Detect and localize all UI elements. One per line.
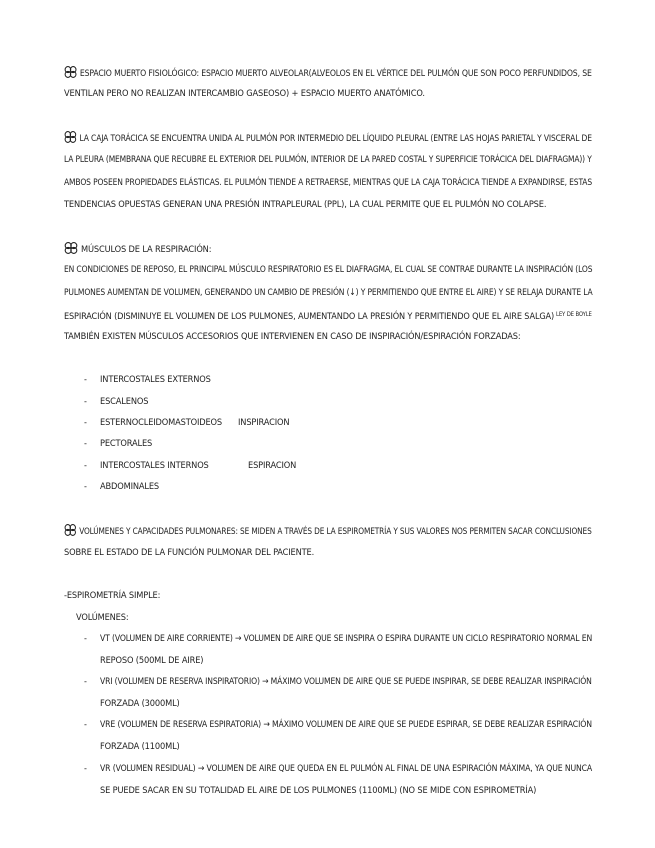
paragraph-line: SOBRE EL ESTADO DE LA FUNCIÓN PULMONAR DEL PACIENTE. bbox=[64, 547, 315, 558]
boyle-note: LEY DE BOYLE bbox=[556, 311, 592, 318]
paragraph-line: VOLÚMENES Y CAPACIDADES PULMONARES: SE MIDEN A TRAVÉS DE LA ESPIROMETRÍA Y SUS VALORES NOS PERMITEN SACAR CONCLUSIONES bbox=[64, 524, 592, 538]
paragraph-line: ESPACIO MUERTO FISIOLÓGICO: ESPACIO MUERTO ALVEOLAR(ALVEOLOS EN EL VÉRTICE DEL PULMÓN QUE SON POCO PERFUNDIDOS, SE bbox=[64, 66, 592, 80]
section-heading: -ESPIROMETRÍA SIMPLE: bbox=[64, 590, 161, 601]
list-item: INTERCOSTALES EXTERNOS bbox=[100, 374, 211, 385]
list-dash: - bbox=[84, 720, 87, 730]
section-heading: MÚSCULOS DE LA RESPIRACIÓN: bbox=[64, 242, 211, 256]
list-item: PECTORALES bbox=[100, 438, 153, 449]
list-item: VRI (VOLUMEN DE RESERVA INSPIRATORIO) → MÁXIMO VOLUMEN DE AIRE QUE SE PUEDE INSPIRAR, SE DEBE REALIZAR INSPIRACIÓN bbox=[100, 676, 592, 687]
paragraph-line: ESPIRACIÓN (DISMINUYE EL VOLUMEN DE LOS PULMONES, AUMENTANDO LA PRESIÓN Y PERMITIENDO QUE EL AIRE SALGA) $^{LEY DE BOYLE}$ bbox=[64, 311, 592, 322]
list-item-continuation: SE PUEDE SACAR EN SU TOTALIDAD EL AIRE DE LOS PULMONES (1100ML) (NO SE MIDE CON ESPIROMETRÍA) bbox=[100, 785, 537, 796]
paragraph-line: LA CAJA TORÁCICA SE ENCUENTRA UNIDA AL PULMÓN POR INTERMEDIO DEL LÍQUIDO PLEURAL (ENTRE LAS HOJAS PARIETAL Y VISCERAL DE bbox=[64, 131, 592, 145]
flower-bullet-icon bbox=[64, 66, 77, 78]
list-item-continuation: FORZADA (3000ML) bbox=[100, 698, 180, 709]
list-item: ESTERNOCLEIDOMASTOIDEOS bbox=[100, 417, 222, 428]
subheading: VOLÚMENES: bbox=[76, 612, 129, 623]
list-dash: - bbox=[84, 677, 87, 687]
list-dash: - bbox=[84, 439, 87, 449]
flower-bullet-icon bbox=[64, 131, 77, 143]
paragraph-line: EN CONDICIONES DE REPOSO, EL PRINCIPAL MÚSCULO RESPIRATORIO ES EL DIAFRAGMA, EL CUAL SE CONTRAE DURANTE LA INSPIRACIÓN (LOS bbox=[64, 264, 593, 275]
list-dash: - bbox=[84, 397, 87, 407]
list-dash: - bbox=[84, 764, 87, 774]
list-dash: - bbox=[84, 482, 87, 492]
paragraph-line: AMBOS POSEEN PROPIEDADES ELÁSTICAS. EL PULMÓN TIENDE A RETRAERSE, MIENTRAS QUE LA CAJA TORÁCICA TIENDE A EXPANDIRSE, ESTAS bbox=[64, 177, 592, 188]
paragraph-line: VENTILAN PERO NO REALIZAN INTERCAMBIO GASEOSO) + ESPACIO MUERTO ANATÓMICO. bbox=[64, 88, 425, 99]
list-dash: - bbox=[84, 634, 87, 644]
list-item-continuation: FORZADA (1100ML) bbox=[100, 741, 180, 752]
list-item: VR (VOLUMEN RESIDUAL) → VOLUMEN DE AIRE QUE QUEDA EN EL PULMÓN AL FINAL DE UNA ESPIRACIÓN MÁXIMA, YA QUE NUNCA bbox=[100, 763, 593, 774]
list-dash: - bbox=[84, 418, 87, 428]
paragraph-line: TAMBIÉN EXISTEN MÚSCULOS ACCESORIOS QUE INTERVIENEN EN CASO DE INSPIRACIÓN/ESPIRACIÓN FORZADAS: bbox=[64, 331, 521, 342]
list-item: INTERCOSTALES INTERNOS bbox=[100, 460, 209, 471]
flower-bullet-icon bbox=[64, 242, 78, 254]
list-item: VRE (VOLUMEN DE RESERVA ESPIRATORIA) → MÁXIMO VOLUMEN DE AIRE QUE SE PUEDE ESPIRAR, SE DEBE REALIZAR ESPIRACIÓN bbox=[100, 719, 592, 730]
flower-bullet-icon bbox=[64, 524, 77, 536]
list-dash: - bbox=[84, 461, 87, 471]
paragraph-line: PULMONES AUMENTAN DE VOLUMEN, GENERANDO UN CAMBIO DE PRESIÓN (↓) Y PERMITIENDO QUE ENTRE EL AIRE) Y SE RELAJA DURANTE LA bbox=[64, 287, 593, 298]
list-item: VT (VOLUMEN DE AIRE CORRIENTE) → VOLUMEN DE AIRE QUE SE INSPIRA O ESPIRA DURANTE UN CICLO RESPIRATORIO NORMAL EN bbox=[100, 633, 593, 644]
list-item: ESCALENOS bbox=[100, 396, 149, 407]
paragraph-line: TENDENCIAS OPUESTAS GENERAN UNA PRESIÓN INTRAPLEURAL (PPL), LA CUAL PERMITE QUE EL PULMÓN NO COLAPSE. bbox=[64, 199, 547, 210]
list-dash: - bbox=[84, 375, 87, 385]
paragraph-line: LA PLEURA (MEMBRANA QUE RECUBRE EL EXTERIOR DEL PULMÓN, INTERIOR DE LA PARED COSTAL Y SUPERFICIE TORÁCICA DEL DIAFRAGMA)) Y bbox=[64, 154, 592, 165]
list-item: ABDOMINALES bbox=[100, 481, 160, 492]
inspiracion-label: INSPIRACION bbox=[238, 417, 290, 428]
espiracion-label: ESPIRACION bbox=[248, 460, 297, 471]
list-item-continuation: REPOSO (500ML DE AIRE) bbox=[100, 655, 204, 666]
